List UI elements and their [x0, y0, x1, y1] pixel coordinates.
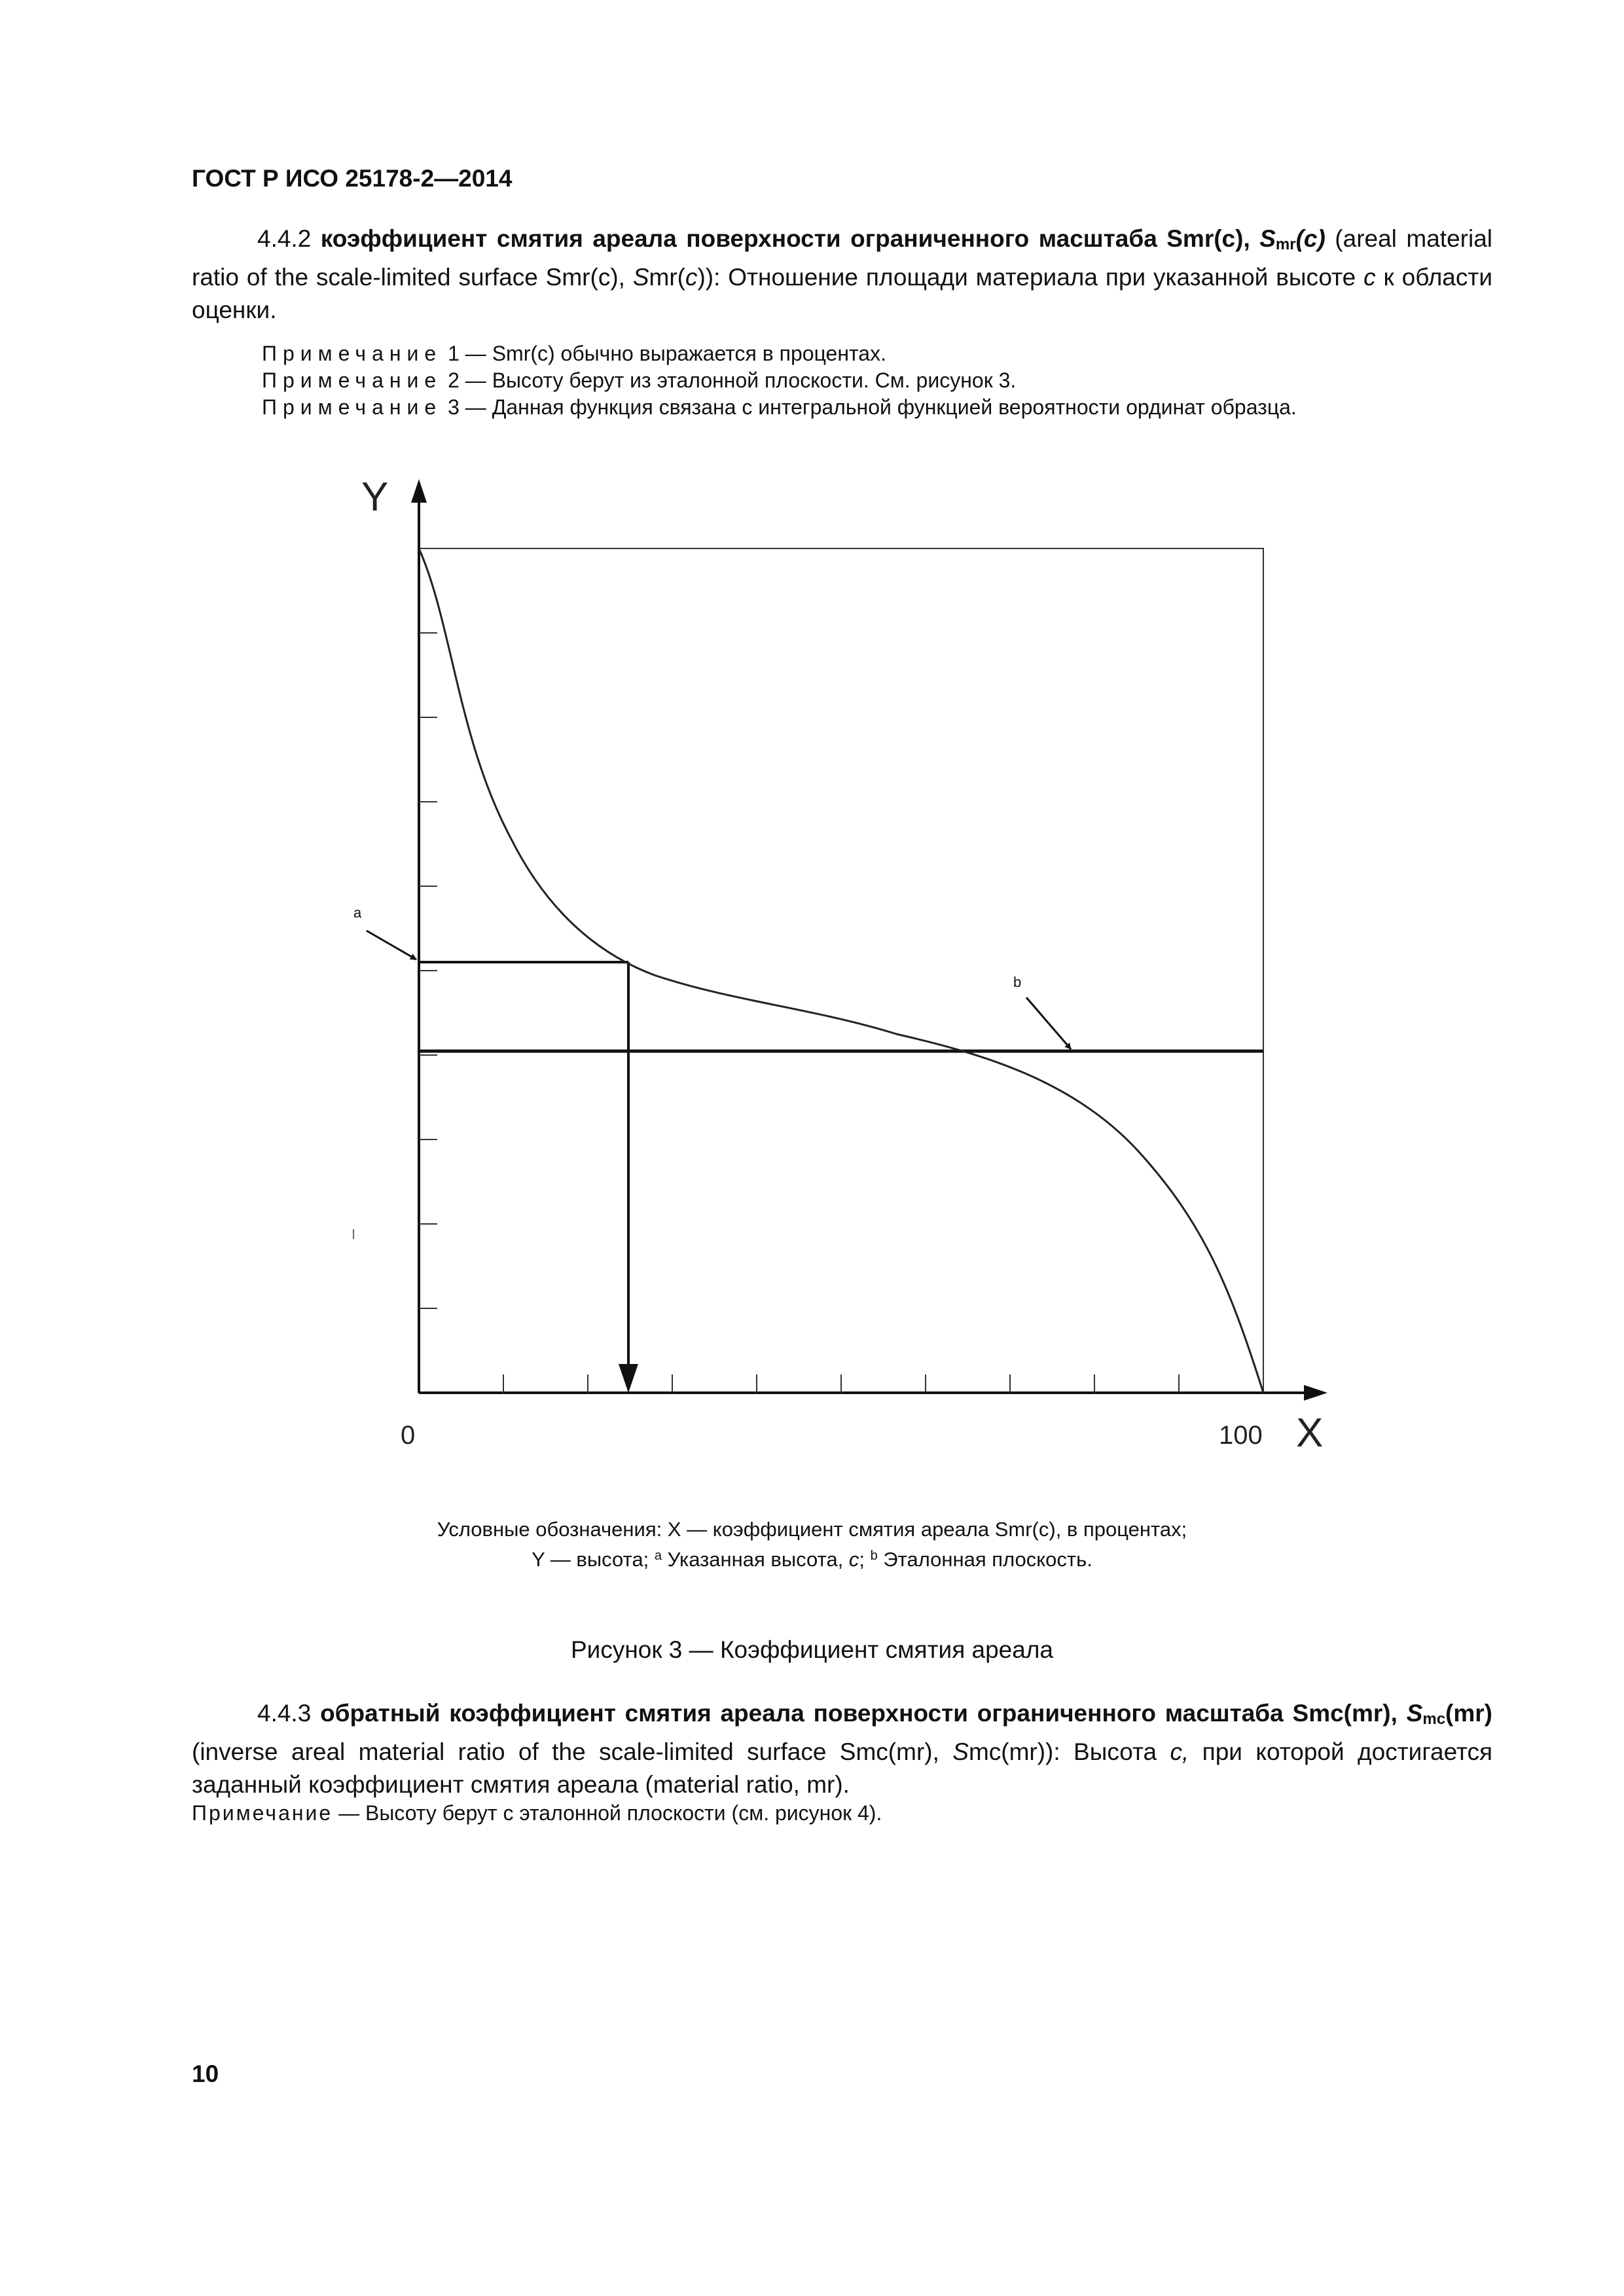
figure-legend-line-1: Условные обозначения: X — коэффициент смятия ареала Smr(c), в процентах;: [437, 1518, 1187, 1541]
material-ratio-figure: [327, 458, 1388, 1492]
note-3: Примечание 3 — Данная функция связана с интегральной функцией вероятности ординат образца.: [262, 395, 1297, 419]
notes-block: [262, 340, 1297, 421]
note-1: Примечание 1 — Smr(c) обычно выражается в процентах.: [262, 342, 886, 365]
section-number: 4.4.2: [257, 225, 312, 252]
drop-arrow-head: [619, 1364, 638, 1393]
plot-frame: [419, 548, 1263, 1393]
figure-caption: Рисунок 3 — Коэффициент смятия ареала: [570, 1636, 1053, 1663]
x-axis-arrow: [1304, 1385, 1327, 1401]
term-definition: (areal material ratio of the scale-limited surface Smr(c), Smr(c)): Отношение площади материала при указанной высоте c к области оценки.: [192, 225, 1492, 323]
section-number: 4.4.3: [257, 1700, 312, 1727]
marker-a-label: a: [353, 905, 362, 921]
material-ratio-curve: [419, 548, 1263, 1393]
note-2: Примечание 2 — Высоту берут из эталонной плоскости. См. рисунок 3.: [262, 368, 1017, 392]
x-min-label: 0: [401, 1421, 416, 1450]
figure-legend-line-2: Y — высота; $^a$ Указанная высота, c; $^b$ Эталонная плоскость.: [532, 1548, 1092, 1571]
y-ticks: [419, 633, 437, 1308]
page-number: 10: [192, 2060, 219, 2087]
y-axis-label: Y: [361, 475, 389, 520]
section-4-4-2: [192, 223, 1492, 327]
x-max-label: 100: [1219, 1421, 1263, 1450]
term-definition: (inverse areal material ratio of the scale-limited surface Smc(mr), Smc(mr)): Высота c, при которой достигается заданный коэффициент смятия ареала (material ratio, mr).: [192, 1738, 1493, 1798]
marker-a-arrow: [367, 931, 416, 960]
term-title: коэффициент смятия ареала поверхности ограниченного масштаба Smr(c), $S_{mr}(c)$: [320, 225, 1326, 253]
y-axis-arrow: [411, 479, 427, 503]
term-title: обратный коэффициент смятия ареала поверхности ограниченного масштаба Smc(mr), $S_{mc}(mr)$: [311, 1700, 1492, 1728]
section-4-4-3: [192, 1697, 1492, 1801]
marker-b-label: b: [1013, 974, 1022, 990]
x-ticks: [503, 1374, 1179, 1393]
x-axis-label: X: [1296, 1410, 1324, 1456]
document-header: ГОСТ Р ИСО 25178-2—2014: [192, 165, 513, 192]
final-note: Примечание — Высоту берут с эталонной плоскости (см. рисунок 4).: [192, 1801, 882, 1825]
marker-b-arrow: [1026, 997, 1071, 1049]
